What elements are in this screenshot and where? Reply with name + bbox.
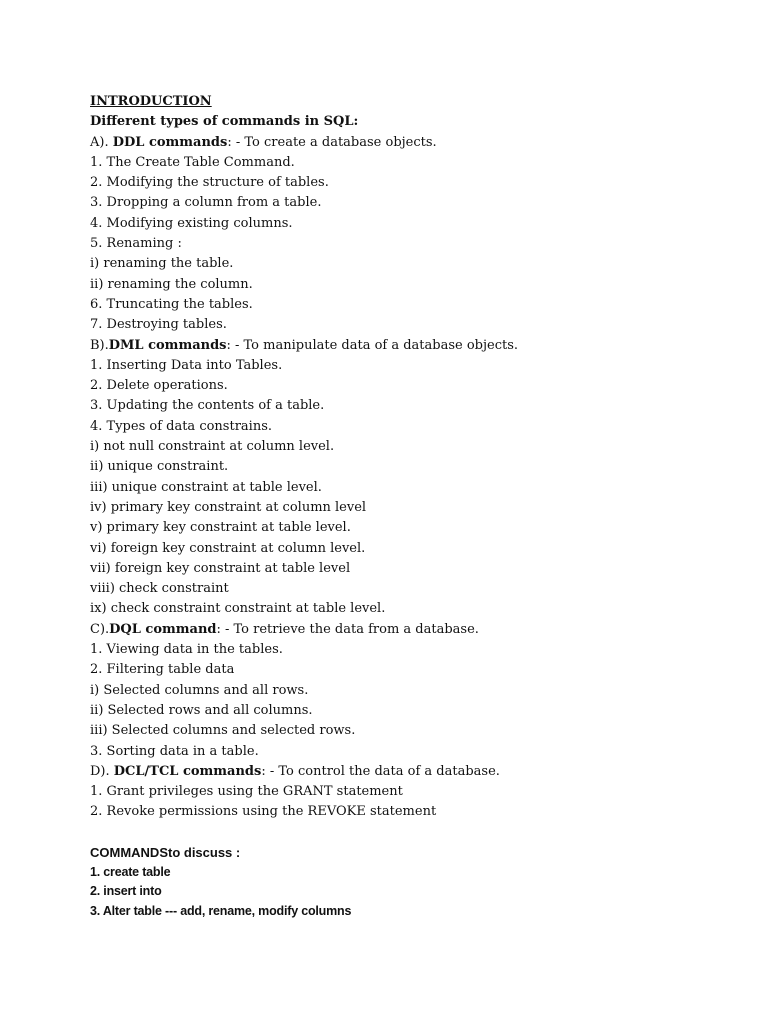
ddl-item: 1. The Create Table Command.	[90, 154, 295, 170]
dml-item: 2. Delete operations.	[90, 378, 228, 394]
intro-heading: INTRODUCTION	[90, 94, 212, 109]
dml-item: iii) unique constraint at table level.	[90, 479, 322, 495]
ddl-label: DDL commands	[112, 134, 228, 150]
dml-item: viii) check constraint	[90, 581, 229, 597]
dml-item: vi) foreign key constraint at column level.	[90, 540, 366, 556]
dcl-prefix: D).	[90, 763, 114, 779]
dml-item: 1. Inserting Data into Tables.	[90, 357, 283, 373]
ddl-item: 4. Modifying existing columns.	[90, 215, 293, 231]
document-body	[90, 92, 730, 921]
ddl-item: 2. Modifying the structure of tables.	[90, 175, 329, 191]
dql-item: ii) Selected rows and all columns.	[90, 702, 313, 718]
ddl-item: 7. Destroying tables.	[90, 317, 227, 333]
dcl-item: 2. Revoke permissions using the REVOKE statement	[90, 804, 437, 820]
dml-prefix: B).	[90, 337, 109, 353]
commands-item: 3. Alter table --- add, rename, modify columns	[90, 903, 352, 918]
dml-item: ix) check constraint constraint at table level.	[90, 601, 386, 617]
dml-item: 4. Types of data constrains.	[90, 418, 272, 434]
dql-item: i) Selected columns and all rows.	[90, 682, 309, 698]
dml-item: iv) primary key constraint at column level	[90, 499, 367, 515]
dcl-label: DCL/TCL commands	[113, 763, 262, 779]
ddl-section-header	[90, 133, 730, 153]
dql-section-header	[90, 620, 730, 640]
dql-label: DQL command	[109, 621, 217, 637]
dml-item: ii) unique constraint.	[90, 459, 229, 475]
dql-item: 1. Viewing data in the tables.	[90, 642, 283, 658]
dml-item: i) not null constraint at column level.	[90, 439, 335, 455]
dql-prefix: C).	[90, 621, 110, 637]
commands-item: 1. create table	[90, 864, 171, 879]
dcl-item: 1. Grant privileges using the GRANT statement	[90, 784, 403, 800]
dql-item: iii) Selected columns and selected rows.	[90, 723, 356, 739]
dml-item: vii) foreign key constraint at table level	[90, 560, 351, 576]
dcl-desc: : - To control the data of a database.	[261, 763, 500, 779]
dcl-section-header	[90, 762, 730, 782]
ddl-desc: : - To create a database objects.	[227, 134, 437, 150]
ddl-item: i) renaming the table.	[90, 256, 234, 272]
ddl-prefix: A).	[90, 134, 113, 150]
dml-section-header	[90, 336, 730, 356]
commands-heading: COMMANDSto discuss :	[90, 844, 241, 860]
ddl-item: 5. Renaming :	[90, 236, 182, 252]
commands-item: 2. insert into	[90, 884, 162, 899]
dml-desc: : - To manipulate data of a database objects.	[226, 337, 519, 353]
dql-item: 2. Filtering table data	[90, 662, 235, 678]
ddl-item: 6. Truncating the tables.	[90, 296, 253, 312]
dml-item: v) primary key constraint at table level.	[90, 520, 351, 536]
section-spacer	[90, 823, 730, 843]
intro-subtitle: Different types of commands in SQL:	[90, 114, 359, 130]
ddl-item: ii) renaming the column.	[90, 276, 253, 292]
dml-label: DML commands	[108, 337, 227, 353]
ddl-item: 3. Dropping a column from a table.	[90, 195, 322, 211]
dml-item: 3. Updating the contents of a table.	[90, 398, 325, 414]
dql-item: 3. Sorting data in a table.	[90, 743, 259, 759]
dql-desc: : - To retrieve the data from a database.	[216, 621, 479, 637]
